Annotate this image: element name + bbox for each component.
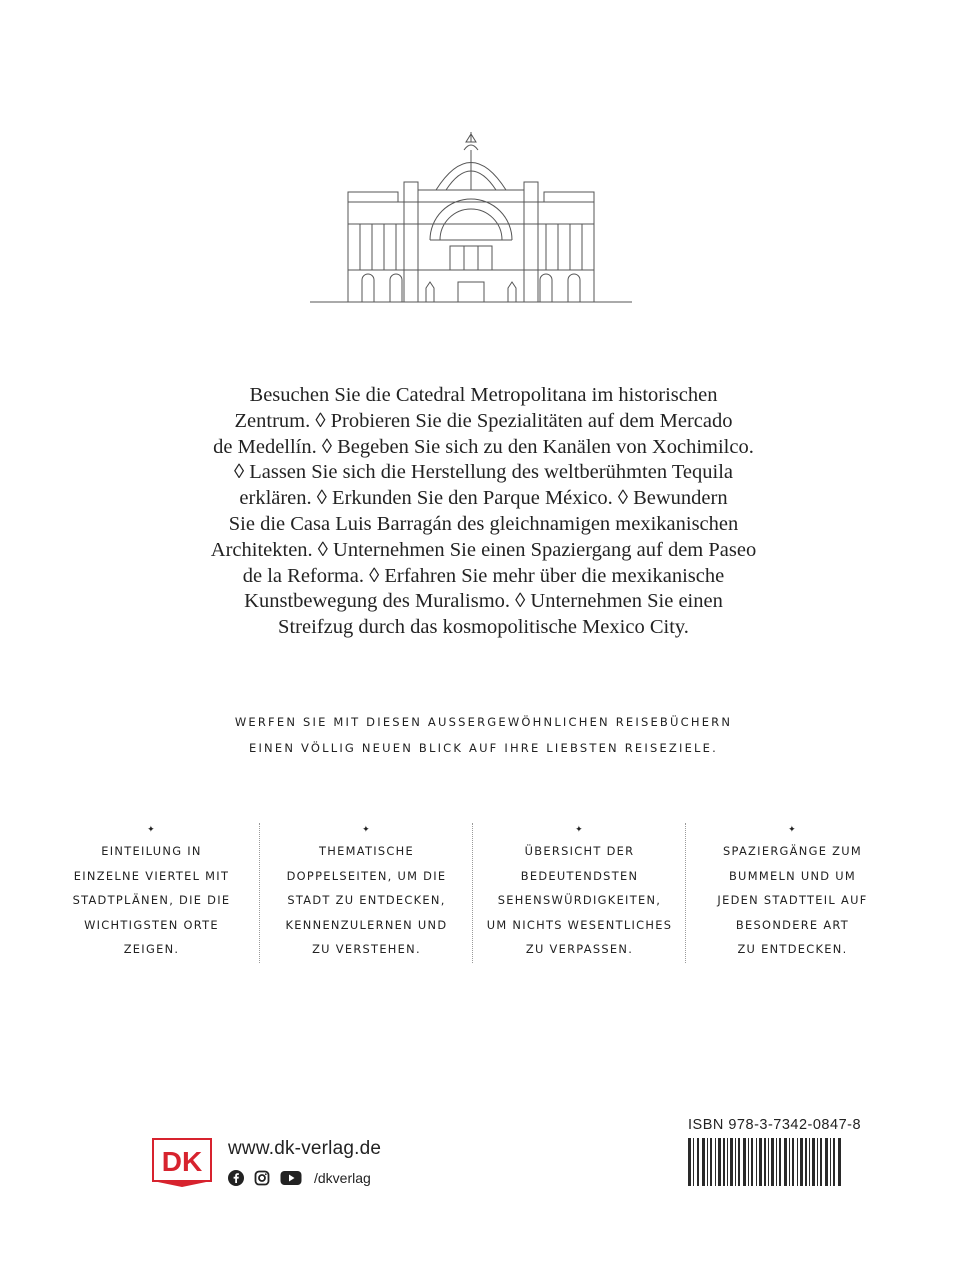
palacio-de-bellas-artes-icon — [300, 120, 640, 310]
description-line: de Medellín. ◊ Begeben Sie sich zu den Kanälen von Xochimilco. — [213, 435, 754, 458]
description-line: ◊ Lassen Sie sich die Herstellung des weltberühmten Tequila — [233, 461, 734, 484]
feature-line: ZU ENTDECKEN. — [737, 942, 848, 956]
feature-line: EINZELNE VIERTEL MIT — [73, 868, 230, 883]
feature-line: WICHTIGSTEN ORTE — [84, 917, 219, 932]
instagram-icon[interactable] — [254, 1170, 270, 1186]
star-icon: ✦ — [788, 825, 797, 835]
feature-line: EINTEILUNG IN — [101, 844, 202, 858]
feature-line: DOPPELSEITEN, UM DIE — [286, 868, 447, 883]
feature-line: THEMATISCHE — [318, 844, 415, 858]
description-line: Besuchen Sie die Catedral Metropolitana im historischen — [249, 384, 718, 406]
feature-columns — [45, 823, 900, 968]
feature-line: ÜBERSICHT DER — [524, 844, 635, 858]
feature-line: STADTPLÄNEN, DIE DIE — [72, 893, 231, 907]
feature-line: SPAZIERGÄNGE ZUM — [723, 844, 862, 858]
social-handle[interactable]: /dkverlag — [314, 1170, 371, 1186]
feature-line: JEDEN STADTTEIL AUF — [717, 893, 868, 907]
social-links — [228, 1168, 371, 1188]
star-icon: ✦ — [147, 825, 156, 835]
dk-logo-text: DK — [161, 1146, 203, 1177]
feature-sights — [473, 823, 686, 968]
tagline-line-2: EINEN VÖLLIG NEUEN BLICK AUF IHRE LIEBSTEN REISEZIELE. — [249, 741, 718, 755]
description-line: Architekten. ◊ Unternehmen Sie einen Spaziergang auf dem Paseo — [210, 538, 757, 561]
barcode-icon — [688, 1138, 843, 1186]
feature-thematic — [260, 823, 473, 968]
feature-walks — [686, 823, 899, 968]
feature-line: SEHENSWÜRDIGKEITEN, — [497, 893, 662, 907]
youtube-icon[interactable] — [280, 1170, 302, 1186]
feature-line: ZU VERPASSEN. — [525, 942, 634, 956]
dk-logo — [152, 1138, 212, 1188]
feature-line: BESONDERE ART — [735, 917, 850, 932]
tagline — [100, 709, 867, 761]
feature-line: UM NICHTS WESENTLICHES — [486, 917, 673, 932]
description-line: de la Reforma. ◊ Erfahren Sie mehr über die mexikanische — [242, 564, 725, 587]
publisher-url[interactable]: www.dk-verlag.de — [228, 1138, 382, 1159]
description-line: erklären. ◊ Erkunden Sie den Parque México. ◊ Bewundern — [239, 487, 728, 510]
star-icon: ✦ — [362, 825, 371, 835]
description-line: Kunstbewegung des Muralismo. ◊ Unternehmen Sie einen — [244, 590, 723, 613]
tagline-line-1: WERFEN SIE MIT DIESEN AUSSERGEWÖHNLICHEN REISEBÜCHERN — [234, 715, 733, 729]
description-line: Streifzug durch das kosmopolitische Mexico City. — [278, 616, 689, 639]
feature-line: BEDEUTENDSTEN — [520, 868, 639, 883]
feature-line: ZEIGEN. — [123, 942, 180, 956]
isbn-number: ISBN 978-3-7342-0847-8 — [688, 1117, 862, 1133]
description-text — [150, 383, 817, 641]
feature-districts — [45, 823, 258, 968]
feature-line: ZU VERSTEHEN. — [312, 942, 421, 956]
description-line: Sie die Casa Luis Barragán des gleichnamigen mexikanischen — [228, 512, 739, 535]
feature-line: KENNENZULERNEN UND — [285, 917, 448, 932]
description-line: Zentrum. ◊ Probieren Sie die Spezialitäten auf dem Mercado — [234, 409, 733, 432]
facebook-icon[interactable] — [228, 1170, 244, 1186]
feature-line: BUMMELN UND UM — [728, 868, 857, 883]
feature-line: STADT ZU ENTDECKEN, — [287, 893, 446, 907]
star-icon: ✦ — [575, 825, 584, 835]
